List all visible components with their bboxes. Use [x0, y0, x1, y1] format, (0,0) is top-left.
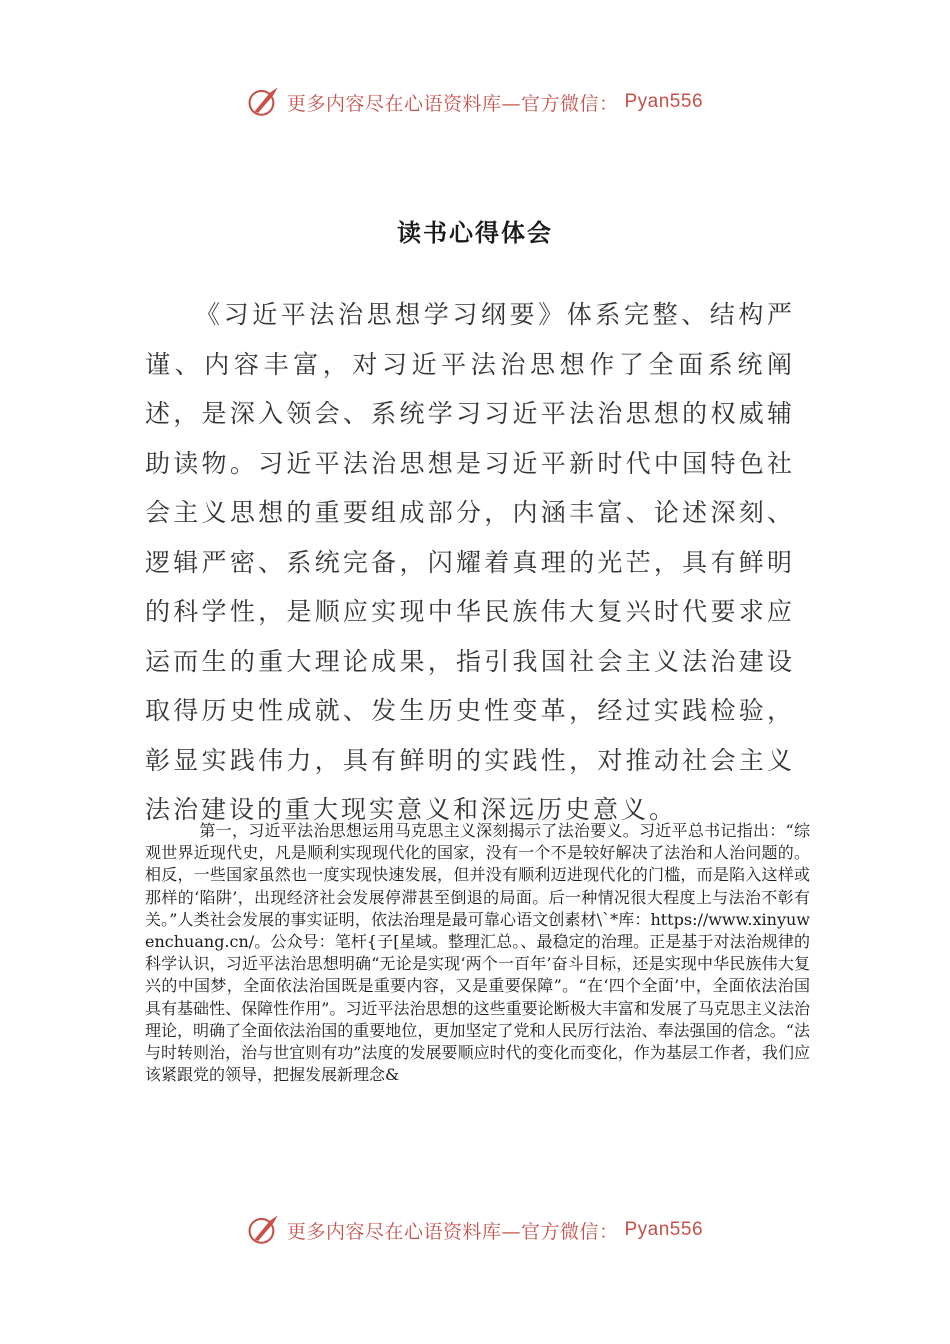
quill-pen-logo-icon	[247, 1213, 281, 1247]
body-paragraph: 第一，习近平法治思想运用马克思主义深刻揭示了法治要义。习近平总书记指出：“综观世界近现代史，凡是顺利实现现代化的国家，没有一个不是较好解决了法治和人治问题的。相反，一些国家虽然也一度实现快速发展，但并没有顺利迈进现代化的门槛，而是陷入这样或那样的‘陷阱’，出现经济社会发展停滞甚至倒退的局面。后一种情况很大程度上与法治不彰有关。”人类社会发展的事实证明，依法治理是最可靠心语文创素材\`*库：https://www.xinyuwenchuang.cn/。公众号：笔杆{子[星域。整理汇总。、最稳定的治理。正是基于对法治规律的科学认识，习近平法治思想明确“无论是实现‘两个一百年’奋斗目标，还是实现中华民族伟大复兴的中国梦，全面依法治国既是重要内容，又是重要保障”。“在‘四个全面’中，全面依法治国具有基础性、保障性作用”。习近平法治思想的这些重要论断极大丰富和发展了马克思主义法治理论，明确了全面依法治国的重要地位，更加坚定了党和人民厉行法治、奉法强国的信念。“法与时转则治，治与世宜则有功”法度的发展要顺应时代的变化而变化，作为基层工作者，我们应该紧跟党的领导，把握发展新理念&	[145, 821, 810, 1085]
header-banner-text: 更多内容尽在心语资料库—官方微信：	[286, 92, 619, 115]
header-wechat-id: Pyan556	[624, 91, 704, 112]
footer-wechat-id: Pyan556	[624, 1219, 704, 1240]
intro-paragraph: 《习近平法治思想学习纲要》体系完整、结构严谨、内容丰富，对习近平法治思想作了全面系统阐述，是深入领会、系统学习习近平法治思想的权威辅助读物。习近平法治思想是习近平新时代中国特色社会主义思想的重要组成部分，内涵丰富、论述深刻、逻辑严密、系统完备，闪耀着真理的光芒，具有鲜明的科学性，是顺应实现中华民族伟大复兴时代要求应运而生的重大理论成果，指引我国社会主义法治建设取得历史性成就、发生历史性变革，经过实践检验，彰显实践伟力，具有鲜明的实践性，对推动社会主义法治建设的重大现实意义和深远历史意义。	[145, 300, 795, 824]
footer-banner	[0, 1210, 950, 1250]
quill-pen-logo-icon	[247, 85, 281, 119]
header-banner	[0, 82, 950, 122]
footer-banner-text: 更多内容尽在心语资料库—官方微信：	[286, 1220, 619, 1243]
document-title: 读书心得体会	[397, 218, 553, 247]
